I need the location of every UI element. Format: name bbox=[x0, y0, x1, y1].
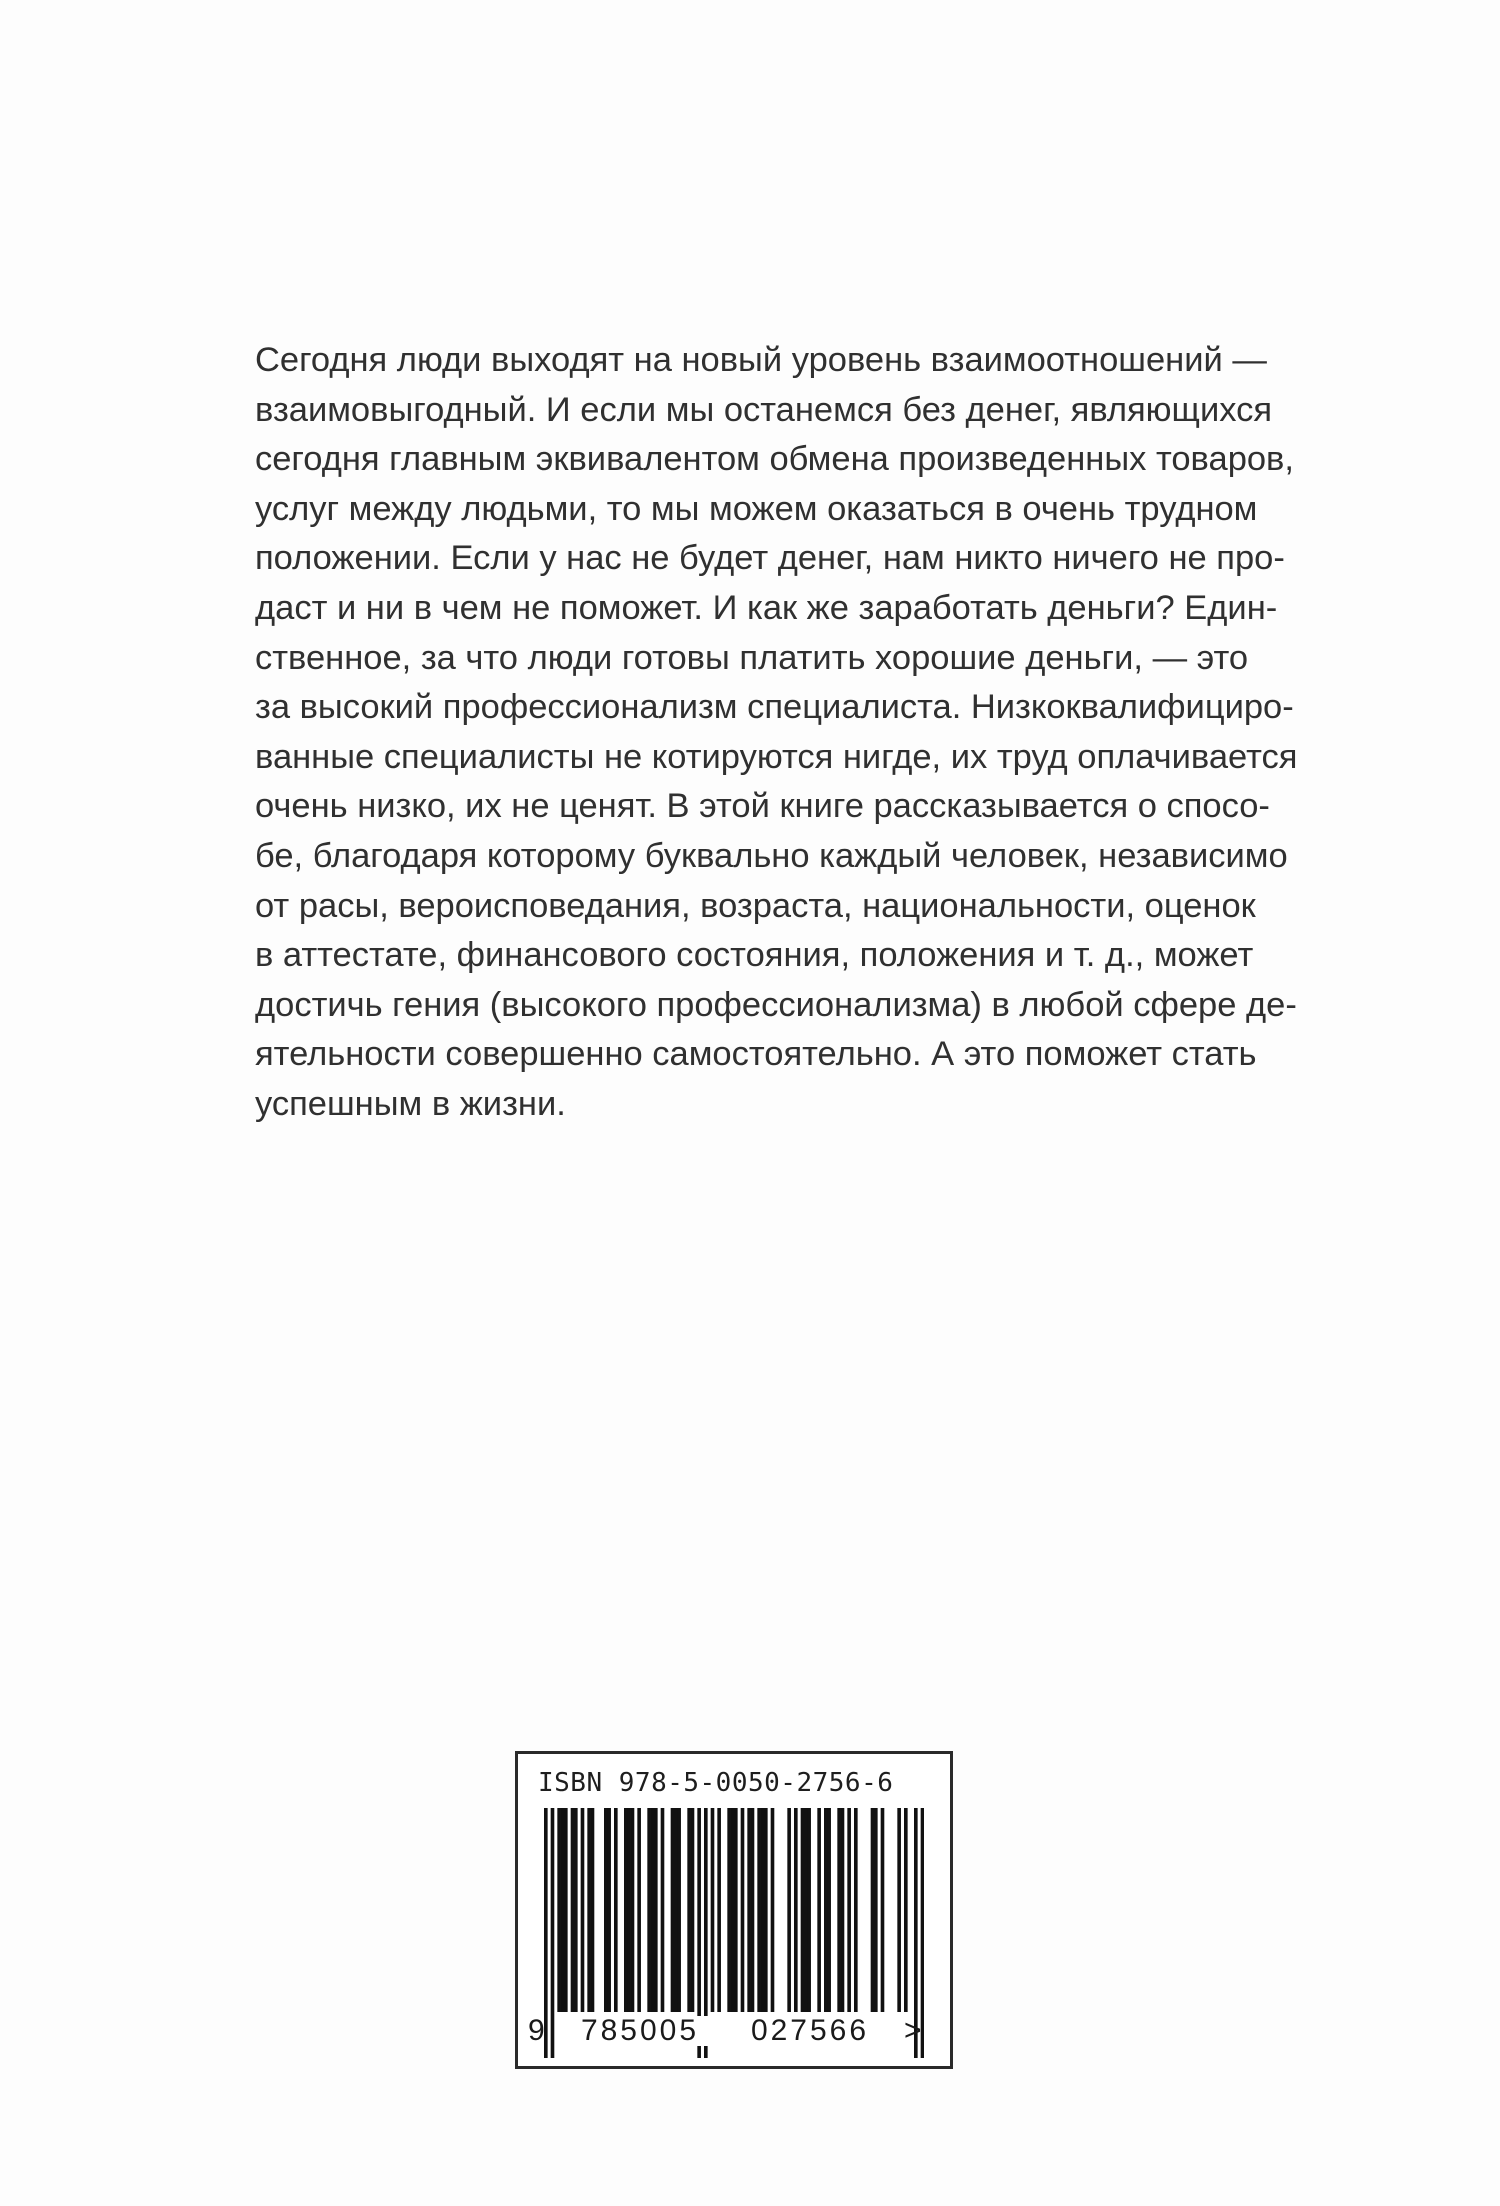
barcode-bar bbox=[734, 1808, 738, 2012]
barcode-bar bbox=[757, 1808, 761, 2012]
barcode-bar bbox=[847, 1808, 851, 2012]
barcode-bar bbox=[801, 1808, 805, 2012]
description-line: ятельности совершенно самостоятельно. А это поможет стать bbox=[255, 1035, 1257, 1074]
barcode-bar bbox=[751, 1808, 755, 2012]
description-line: взаимовыгодный. И если мы останемся без денег, являющихся bbox=[255, 390, 1273, 429]
barcode-bar bbox=[671, 1808, 675, 2012]
barcode-bar bbox=[904, 1808, 908, 2012]
description-line: положении. Если у нас не будет денег, нам никто ничего не про- bbox=[255, 539, 1285, 578]
barcode-bar bbox=[764, 1808, 768, 2012]
description-line: от расы, вероисповедания, возраста, национальности, оценок bbox=[255, 886, 1256, 925]
barcode-bar bbox=[647, 1808, 651, 2012]
barcode-bar bbox=[771, 1808, 775, 2012]
barcode-first-digit: 9 bbox=[528, 2014, 545, 2047]
barcode-bar bbox=[804, 1808, 808, 2012]
barcode-bar bbox=[717, 1808, 721, 2012]
barcode-bar bbox=[691, 1808, 695, 2012]
barcode-bar bbox=[687, 1808, 691, 2012]
description-line: ственное, за что люди готовы платить хорошие деньги, — это bbox=[255, 638, 1249, 677]
barcode-bar bbox=[674, 1808, 678, 2012]
barcode-bar bbox=[637, 1808, 641, 2012]
barcode-bar bbox=[854, 1808, 858, 2012]
barcode-bar bbox=[731, 1808, 735, 2012]
barcode-bar bbox=[604, 1808, 608, 2012]
barcode-bar bbox=[627, 1808, 631, 2012]
barcode-bar bbox=[591, 1808, 595, 2012]
barcode-bar bbox=[571, 1808, 575, 2012]
barcode-bar bbox=[551, 1808, 555, 2058]
barcode-bar bbox=[824, 1808, 828, 2012]
barcode-bar bbox=[897, 1808, 901, 2012]
barcode-bar bbox=[837, 1808, 841, 2012]
barcode-bar bbox=[807, 1808, 811, 2012]
barcode-bar bbox=[631, 1808, 635, 2012]
barcode-bar bbox=[711, 1808, 715, 2012]
description-line: очень низко, их не ценят. В этой книге рассказывается о спосо- bbox=[255, 787, 1270, 826]
barcode-bar bbox=[841, 1808, 845, 2012]
barcode-bar bbox=[827, 1808, 831, 2012]
barcode-bar bbox=[787, 1808, 791, 2012]
description-line: успешным в жизни. bbox=[255, 1084, 566, 1123]
barcode-bar bbox=[564, 1808, 568, 2012]
description-line: Сегодня люди выходят на новый уровень взаимоотношений — bbox=[255, 341, 1267, 379]
book-description bbox=[255, 336, 1298, 1130]
barcode-bar bbox=[677, 1808, 681, 2012]
isbn-barcode-box bbox=[515, 1751, 953, 2069]
barcode-bar bbox=[741, 1808, 745, 2012]
barcode-bar bbox=[881, 1808, 885, 2012]
description-line: даст и ни в чем не поможет. И как же заработать деньги? Един- bbox=[255, 588, 1278, 627]
barcode-bar bbox=[661, 1808, 665, 2012]
barcode-bar bbox=[747, 1808, 751, 2012]
barcode-bar bbox=[651, 1808, 655, 2012]
barcode-bar bbox=[557, 1808, 561, 2012]
description-line: сегодня главным эквивалентом обмена произведенных товаров, bbox=[255, 440, 1294, 479]
description-line: ванные специалисты не котируются нигде, их труд оплачивается bbox=[255, 737, 1298, 776]
barcode-right-digits: 027566 bbox=[730, 2016, 890, 2046]
barcode-bar bbox=[761, 1808, 765, 2012]
barcode-bar bbox=[794, 1808, 798, 2012]
barcode-bar bbox=[614, 1808, 618, 2012]
description-line: бе, благодаря которому буквально каждый человек, независимо bbox=[255, 836, 1288, 875]
barcode-bar bbox=[654, 1808, 658, 2012]
barcode-bar bbox=[574, 1808, 578, 2012]
barcode-bar bbox=[587, 1808, 591, 2012]
isbn-label: ISBN 978-5-0050-2756-6 bbox=[538, 1768, 894, 1798]
description-line: в аттестате, финансового состояния, положения и т. д., может bbox=[255, 936, 1254, 975]
barcode-bar bbox=[871, 1808, 875, 2012]
description-line: за высокий профессионализм специалиста. Низкоквалифициро- bbox=[255, 688, 1294, 727]
barcode-quiet-zone-mark: > bbox=[904, 2014, 922, 2047]
description-line: услуг между людьми, то мы можем оказаться в очень трудном bbox=[255, 489, 1258, 528]
barcode-bar bbox=[874, 1808, 878, 2012]
description-line: достичь гения (высокого профессионализма) в любой сфере де- bbox=[255, 985, 1297, 1024]
barcode-left-digits: 785005 bbox=[560, 2016, 720, 2046]
barcode-bar bbox=[727, 1808, 731, 2012]
barcode-bar bbox=[607, 1808, 611, 2012]
barcode-bar bbox=[817, 1808, 821, 2012]
barcode-bar bbox=[581, 1808, 585, 2012]
barcode-bar bbox=[624, 1808, 628, 2012]
barcode-bar bbox=[561, 1808, 565, 2012]
